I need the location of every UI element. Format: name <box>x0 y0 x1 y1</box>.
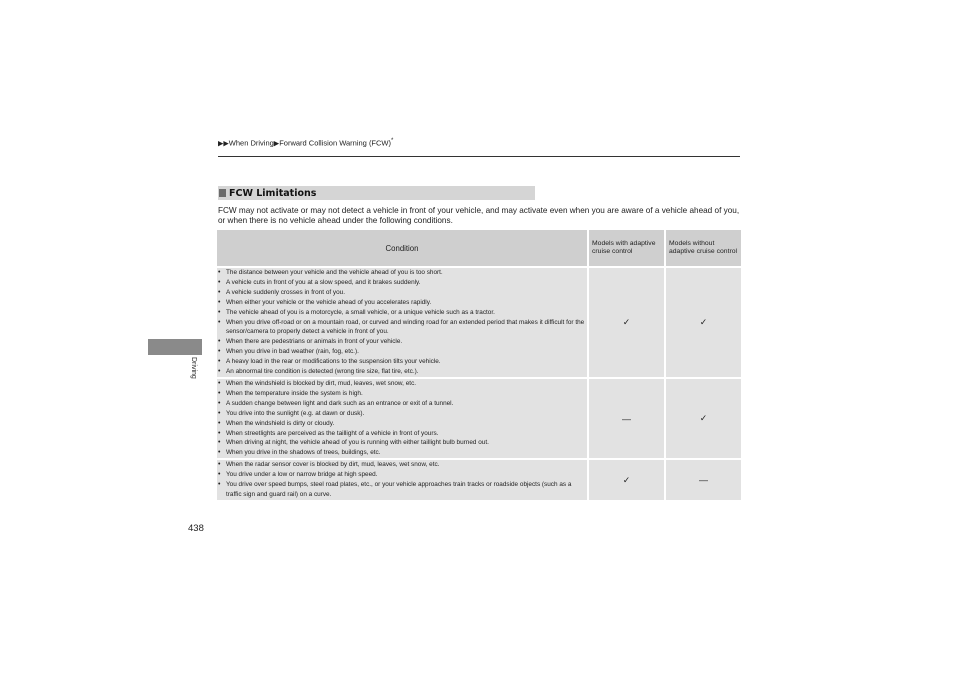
header-condition: Condition <box>217 230 587 266</box>
without-acc-mark: — <box>664 460 741 500</box>
condition-item: • The distance between your vehicle and the vehicle ahead of you is too short. <box>217 268 587 278</box>
breadcrumb-item-fcw[interactable]: Forward Collision Warning (FCW) <box>279 138 392 148</box>
condition-item: • You drive under a low or narrow bridge at high speed. <box>217 470 587 480</box>
page-number: 438 <box>188 523 204 534</box>
condition-item: • When you drive in the shadows of trees, buildings, etc. <box>217 448 587 458</box>
breadcrumb-item-when-driving[interactable]: When Driving <box>228 138 274 148</box>
table-row <box>217 460 741 500</box>
without-acc-mark: ✓ <box>664 379 741 458</box>
breadcrumb <box>218 138 393 148</box>
chapter-tab[interactable] <box>148 339 202 355</box>
condition-cell <box>217 379 587 458</box>
condition-item: • A heavy load in the rear or modifications to the suspension tilts your vehicle. <box>217 357 587 367</box>
condition-item: • You drive into the sunlight (e.g. at dawn or dusk). <box>217 409 587 419</box>
without-acc-mark: ✓ <box>664 268 741 377</box>
intro-paragraph: FCW may not activate or may not detect a vehicle in front of your vehicle, and may activate even when you are aware of a vehicle ahead of you, or when there is no vehicle ahead under the following conditions. <box>218 206 740 225</box>
condition-item: • When the radar sensor cover is blocked by dirt, mud, leaves, wet snow, etc. <box>217 460 587 470</box>
condition-item: • A vehicle cuts in front of you at a slow speed, and it brakes suddenly. <box>217 278 587 288</box>
condition-item: • When the windshield is dirty or cloudy. <box>217 419 587 429</box>
condition-item: • The vehicle ahead of you is a motorcycle, a small vehicle, or a unique vehicle such as a tractor. <box>217 308 587 318</box>
condition-item: • A sudden change between light and dark such as an entrance or exit of a tunnel. <box>217 399 587 409</box>
with-acc-mark: ✓ <box>587 460 664 500</box>
header-with-acc: Models with adaptive cruise control <box>587 230 664 266</box>
breadcrumb-arrow-icon: ▶ <box>273 140 280 148</box>
breadcrumb-marker: * <box>391 138 394 144</box>
condition-cell <box>217 268 587 377</box>
table-row <box>217 268 741 377</box>
condition-item: • When the temperature inside the system is high. <box>217 389 587 399</box>
condition-item: • A vehicle suddenly crosses in front of you. <box>217 288 587 298</box>
condition-item: • When the windshield is blocked by dirt, mud, leaves, wet snow, etc. <box>217 379 587 389</box>
table-row <box>217 379 741 458</box>
condition-item: • When you drive in bad weather (rain, fog, etc.). <box>217 347 587 357</box>
header-divider <box>218 156 740 157</box>
condition-item: • When you drive off-road or on a mountain road, or curved and winding road for an extended period that makes it difficult for the sensor/camera to properly detect a vehicle in front of you. <box>217 318 587 338</box>
limitations-table <box>217 228 741 502</box>
section-title: FCW Limitations <box>229 187 317 199</box>
condition-item: • You drive over speed bumps, steel road plates, etc., or your vehicle approaches train tracks or roadside objects (such as a traffic sign and guard rail) on a curve. <box>217 480 587 500</box>
section-heading <box>218 186 535 200</box>
section-square-icon <box>219 189 226 197</box>
with-acc-mark: — <box>587 379 664 458</box>
condition-cell <box>217 460 587 500</box>
chapter-label: Driving <box>190 357 197 379</box>
condition-item: • An abnormal tire condition is detected (wrong tire size, flat tire, etc.). <box>217 367 587 377</box>
condition-item: • When streetlights are perceived as the taillight of a vehicle in front of yours. <box>217 429 587 439</box>
condition-item: • When driving at night, the vehicle ahead of you is running with either taillight bulb burned out. <box>217 438 587 448</box>
condition-item: • When there are pedestrians or animals in front of your vehicle. <box>217 337 587 347</box>
header-without-acc: Models without adaptive cruise control <box>664 230 741 266</box>
table-header-row <box>217 230 741 266</box>
condition-item: • When either your vehicle or the vehicle ahead of you accelerates rapidly. <box>217 298 587 308</box>
breadcrumb-arrows-icon: ▶▶ <box>218 140 229 148</box>
with-acc-mark: ✓ <box>587 268 664 377</box>
